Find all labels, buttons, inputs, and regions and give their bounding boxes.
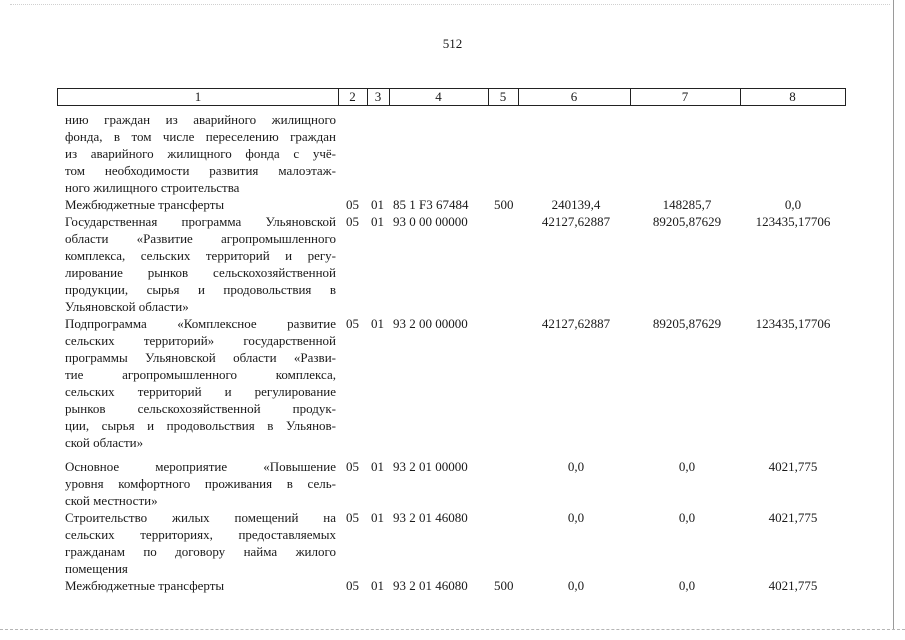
cell-c2: 05 — [346, 214, 359, 229]
cell-c8: 4021,775 — [768, 578, 818, 593]
description-line: фонда, в том числе переселению граждан — [65, 129, 336, 144]
description-line: рынков сельскохозяйственной продук- — [65, 401, 336, 416]
page-number: 512 — [442, 36, 463, 51]
cell-c3: 01 — [371, 578, 384, 593]
description-line: ской области» — [65, 435, 144, 450]
description-line: тие агропромышленного комплекса, — [65, 367, 336, 382]
cell-c6: 0,0 — [567, 510, 585, 525]
cell-c6: 42127,62887 — [541, 214, 611, 229]
cell-c7: 0,0 — [678, 510, 696, 525]
cell-c2: 05 — [346, 578, 359, 593]
cell-c8: 4021,775 — [768, 510, 818, 525]
description-line: ного жилищного строительства — [65, 180, 240, 195]
cell-c6: 42127,62887 — [541, 316, 611, 331]
cell-c6: 240139,4 — [551, 197, 601, 212]
description-line: Подпрограмма «Комплексное развитие — [65, 316, 336, 331]
row-description — [65, 509, 336, 577]
cell-c8: 4021,775 — [768, 459, 818, 474]
description-line: помещения — [65, 561, 128, 576]
page-bottom-edge — [0, 629, 905, 630]
description-line: из аварийного жилищного фонда с учё- — [65, 146, 336, 161]
description-line: уровня комфортного проживания в сель- — [65, 476, 336, 491]
description-line: продукции, сырья и продовольствия в — [65, 282, 336, 297]
cell-c5: 500 — [494, 197, 514, 212]
column-header-3: 3 — [367, 88, 390, 106]
description-line: Строительство жилых помещений на — [65, 510, 336, 525]
cell-c4: 93 2 01 00000 — [393, 459, 468, 474]
column-header-8: 8 — [740, 88, 846, 106]
column-header-5: 5 — [488, 88, 519, 106]
description-line: комплекса, сельских территорий и регу- — [65, 248, 336, 263]
cell-c8: 123435,17706 — [755, 214, 831, 229]
cell-c3: 01 — [371, 197, 384, 212]
description-line: программы Ульяновской области «Разви- — [65, 350, 336, 365]
cell-c2: 05 — [346, 316, 359, 331]
cell-c2: 05 — [346, 510, 359, 525]
description-line: области «Развитие агропромышленного — [65, 231, 336, 246]
row-description — [65, 196, 336, 213]
cell-c6: 0,0 — [567, 459, 585, 474]
cell-c2: 05 — [346, 197, 359, 212]
description-line: сельских территориях, предоставляемых — [65, 527, 336, 542]
cell-c4: 93 0 00 00000 — [393, 214, 468, 229]
cell-c8: 123435,17706 — [755, 316, 831, 331]
cell-c5: 500 — [494, 578, 514, 593]
column-header-1: 1 — [57, 88, 339, 106]
description-line: лирование рынков сельскохозяйственной — [65, 265, 336, 280]
row-description — [65, 213, 336, 315]
description-line: нию граждан из аварийного жилищного — [65, 112, 336, 127]
page-right-edge — [893, 0, 894, 630]
description-line: Межбюджетные трансферты — [65, 578, 225, 593]
description-line: Межбюджетные трансферты — [65, 197, 225, 212]
description-line: ской местности» — [65, 493, 158, 508]
row-description — [65, 111, 336, 196]
description-line: Основное мероприятие «Повышение — [65, 459, 336, 474]
row-description — [65, 315, 336, 451]
page-top-edge — [10, 4, 890, 5]
cell-c3: 01 — [371, 510, 384, 525]
cell-c4: 93 2 00 00000 — [393, 316, 468, 331]
cell-c6: 0,0 — [567, 578, 585, 593]
description-line: Государственная программа Ульяновской — [65, 214, 336, 229]
cell-c7: 0,0 — [678, 459, 696, 474]
cell-c7: 89205,87629 — [652, 316, 722, 331]
description-line: сельских территорий и регулирование — [65, 384, 336, 399]
cell-c7: 148285,7 — [662, 197, 712, 212]
column-header-2: 2 — [338, 88, 368, 106]
description-line: гражданам по договору найма жилого — [65, 544, 336, 559]
row-description — [65, 577, 336, 594]
row-description — [65, 458, 336, 509]
cell-c3: 01 — [371, 316, 384, 331]
column-header-7: 7 — [630, 88, 741, 106]
description-line: том необходимости развития малоэтаж- — [65, 163, 336, 178]
description-line: ции, сырья и продовольствия в Ульянов- — [65, 418, 336, 433]
description-line: Ульяновской области» — [65, 299, 189, 314]
column-header-6: 6 — [518, 88, 631, 106]
cell-c3: 01 — [371, 214, 384, 229]
cell-c4: 85 1 F3 67484 — [393, 197, 469, 212]
cell-c8: 0,0 — [784, 197, 802, 212]
cell-c3: 01 — [371, 459, 384, 474]
column-header-4: 4 — [389, 88, 489, 106]
cell-c7: 0,0 — [678, 578, 696, 593]
cell-c4: 93 2 01 46080 — [393, 510, 468, 525]
cell-c7: 89205,87629 — [652, 214, 722, 229]
description-line: сельских территорий» государственной — [65, 333, 336, 348]
cell-c4: 93 2 01 46080 — [393, 578, 468, 593]
cell-c2: 05 — [346, 459, 359, 474]
